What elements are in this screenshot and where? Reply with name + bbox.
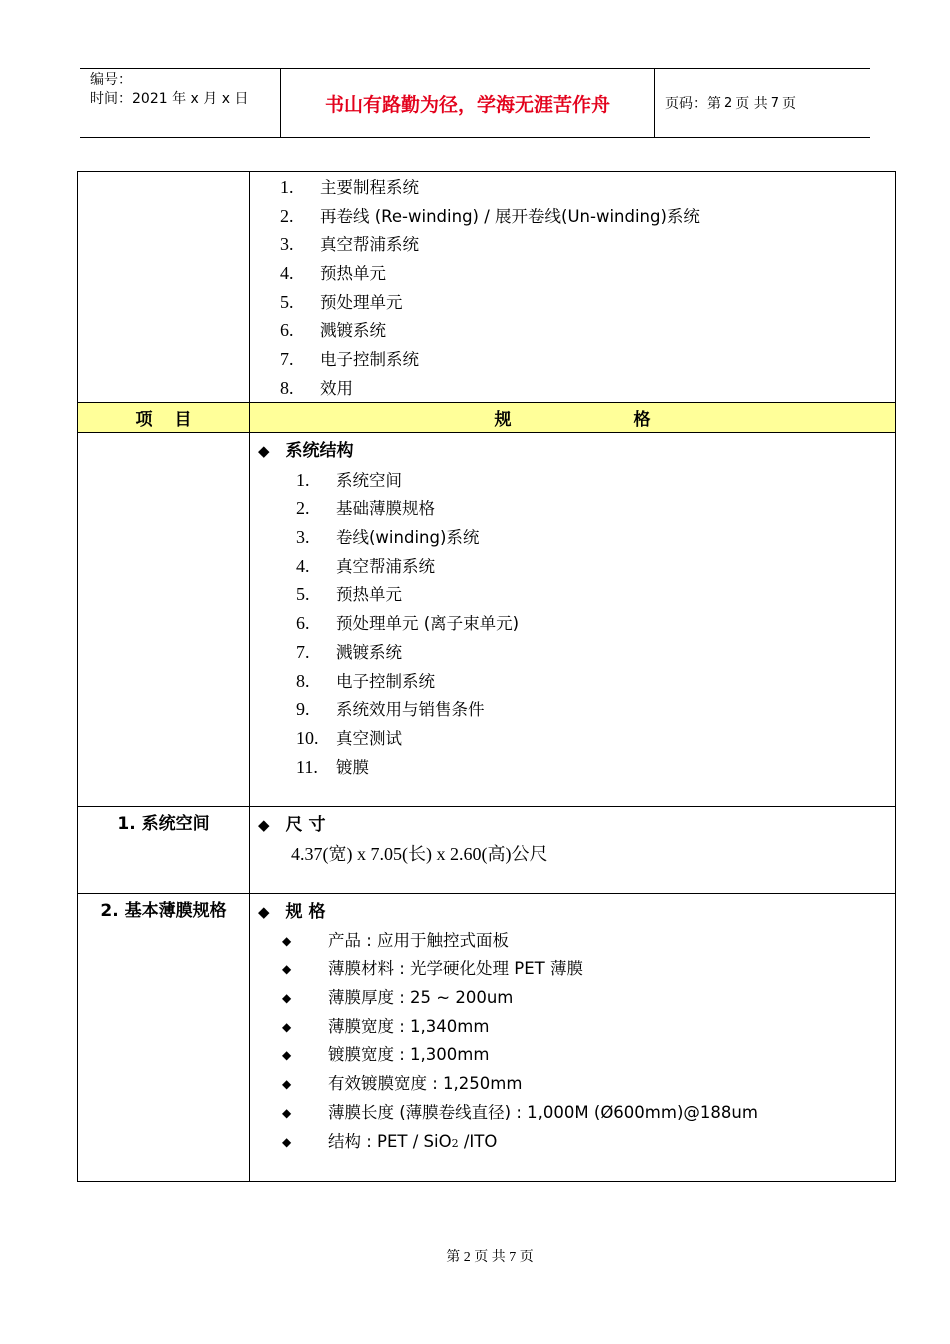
list-item: 5. 预热单元	[296, 584, 402, 605]
page-mid: 页 共	[735, 96, 768, 112]
list-item: ◆ 薄膜宽度 : 1,340mm	[282, 1013, 895, 1042]
list-item: 3. 真空帮浦系统	[280, 234, 419, 255]
header-motto: 书山有路勤为径，学海无涯苦作舟	[281, 69, 655, 137]
list-item: 2. 基础薄膜规格	[296, 498, 435, 519]
film-label: 2. 基本薄膜规格	[78, 894, 250, 1181]
table-row-film	[78, 893, 895, 1181]
diamond-bullet-icon: ◆	[282, 962, 292, 977]
page-footer: 第 2 页 共 7 页	[446, 1250, 534, 1265]
list-item: ◆ 薄膜长度 (薄膜卷线直径) : 1,000M (Ø600mm)@188um	[282, 1099, 895, 1128]
page-total: 7	[770, 95, 780, 111]
page-label: 页码：第	[665, 96, 721, 112]
diamond-bullet-icon: ◆	[282, 991, 292, 1006]
table-row-space	[78, 806, 895, 893]
time-label: 时间：2021 年 x 月 x 日	[90, 91, 249, 107]
list-item: 10. 真空测试	[296, 727, 402, 748]
list-item: 2. 再卷线 (Re-winding) / 展开卷线(Un-winding)系统	[280, 205, 700, 226]
diamond-bullet-icon: ◆	[282, 1048, 292, 1063]
film-heading: ◆ 规 格	[258, 902, 326, 922]
page-header	[80, 68, 870, 138]
list-item: 7. 电子控制系统	[280, 349, 419, 370]
list-item: 3. 卷线(winding)系统	[296, 527, 480, 548]
diamond-bullet-icon: ◆	[282, 933, 292, 948]
list-item: 8. 效用	[280, 377, 353, 398]
list-item: 11. 镀膜	[296, 756, 369, 777]
list-item: ◆ 薄膜材料 : 光学硬化处理 PET 薄膜	[282, 955, 895, 984]
list-item: 6. 溅镀系统	[280, 320, 386, 341]
diamond-bullet-icon: ◆	[282, 1077, 292, 1092]
diamond-bullet-icon: ◆	[258, 816, 270, 834]
column-header-item: 项 目	[78, 403, 250, 432]
spec-table	[77, 171, 896, 1182]
diamond-bullet-icon: ◆	[282, 1134, 292, 1149]
film-spec	[250, 894, 895, 1181]
list-item: 4. 真空帮浦系统	[296, 555, 435, 576]
space-heading: ◆ 尺 寸	[258, 815, 326, 835]
diamond-bullet-icon: ◆	[282, 1105, 292, 1120]
table-row-overview	[78, 172, 895, 402]
list-item: 9. 系统效用与销售条件	[296, 699, 485, 720]
table-header-row	[78, 402, 895, 432]
overview-list	[250, 172, 895, 402]
structure-label-cell	[78, 433, 250, 806]
diamond-bullet-icon: ◆	[258, 442, 270, 460]
table-row-structure	[78, 432, 895, 806]
list-item: 1. 系统空间	[296, 469, 402, 490]
overview-label-cell	[78, 172, 250, 402]
page-end: 页	[782, 96, 797, 112]
list-item: ◆ 结构 : PET / SiO2 /ITO	[282, 1128, 895, 1157]
list-item: ◆ 产品 : 应用于触控式面板	[282, 927, 895, 956]
list-item: 8. 电子控制系统	[296, 670, 435, 691]
list-item: ◆ 薄膜厚度 : 25 ~ 200um	[282, 984, 895, 1013]
list-item: ◆ 有效镀膜宽度 : 1,250mm	[282, 1070, 895, 1099]
header-page-info	[655, 69, 870, 137]
list-item: 1. 主要制程系统	[280, 177, 419, 197]
list-item: 6. 预处理单元 (离子束单元)	[296, 613, 520, 634]
list-item: ◆ 镀膜宽度 : 1,300mm	[282, 1041, 895, 1070]
page-number: 2	[724, 95, 733, 111]
space-spec	[250, 807, 895, 893]
diamond-bullet-icon: ◆	[282, 1019, 292, 1034]
list-item: 5. 预处理单元	[280, 291, 403, 312]
list-item: 4. 预热单元	[280, 263, 386, 284]
diamond-bullet-icon: ◆	[258, 903, 270, 921]
space-value: 4.37(宽) x 7.05(长) x 2.60(高)公尺	[291, 843, 548, 864]
structure-list	[250, 433, 895, 806]
space-label: 1. 系统空间	[78, 807, 250, 893]
list-item: 7. 溅镀系统	[296, 641, 402, 662]
code-label: 编号：	[90, 72, 132, 88]
structure-heading: ◆ 系统结构	[258, 441, 354, 461]
header-meta	[80, 69, 281, 137]
column-header-spec: 规 格	[494, 410, 651, 430]
